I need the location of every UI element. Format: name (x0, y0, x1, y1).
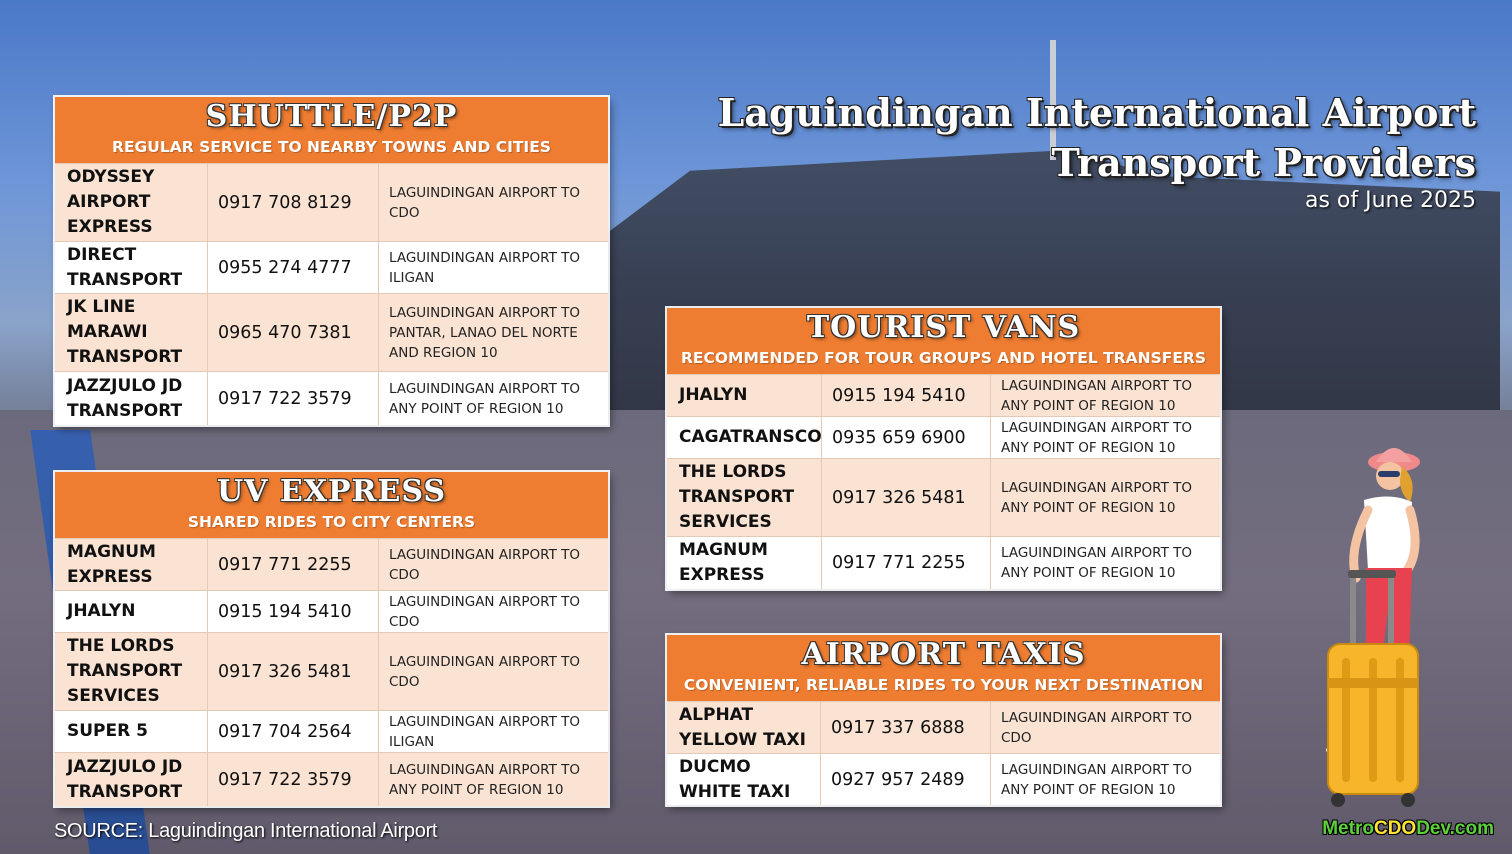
provider-name: ODYSSEY AIRPORT EXPRESS (55, 164, 208, 241)
provider-phone: 0917 326 5481 (822, 459, 991, 536)
provider-phone: 0915 194 5410 (822, 375, 991, 416)
tourist-vans-title: TOURIST VANS (806, 310, 1081, 345)
table-row (55, 632, 608, 710)
airport-taxis-subtitle: CONVENIENT, RELIABLE RIDES TO YOUR NEXT DESTINATION (683, 676, 1204, 694)
provider-name: SUPER 5 (55, 711, 208, 752)
provider-route: LAGUINDINGAN AIRPORT TO ANY POINT OF REGION 10 (1001, 419, 1192, 456)
provider-name: MAGNUM EXPRESS (667, 537, 822, 589)
table-row (55, 752, 608, 806)
brand-part-dev: Dev.com (1416, 818, 1494, 839)
provider-phone: 0917 326 5481 (208, 633, 379, 710)
provider-route: LAGUINDINGAN AIRPORT TO ANY POINT OF REGION 10 (1001, 545, 1192, 581)
provider-phone: 0927 957 2489 (821, 754, 991, 805)
provider-route: LAGUINDINGAN AIRPORT TO ANY POINT OF REGION 10 (389, 380, 580, 417)
uv-express-table (55, 538, 608, 806)
tourist-vans-subtitle: RECOMMENDED FOR TOUR GROUPS AND HOTEL TRANSFERS (680, 349, 1207, 367)
uv-express-title: UV EXPRESS (216, 474, 447, 509)
table-row (55, 371, 608, 425)
table-row (667, 374, 1220, 416)
uv-express-header (55, 472, 608, 538)
table-row (55, 241, 608, 293)
provider-name: THE LORDS TRANSPORT SERVICES (667, 459, 822, 536)
page-title-line1: Laguindingan International Airport (717, 90, 1476, 135)
tourist-vans-header (667, 308, 1220, 374)
provider-name: CAGATRANSCO (667, 417, 822, 458)
brand-part-cdo: CDO (1373, 818, 1417, 839)
provider-name: JHALYN (55, 591, 208, 632)
provider-phone: 0917 704 2564 (208, 711, 379, 752)
airport-taxis-header (667, 635, 1220, 701)
provider-route: LAGUINDINGAN AIRPORT TO CDO (389, 546, 580, 583)
table-row (55, 163, 608, 241)
provider-name: DIRECT TRANSPORT (55, 242, 208, 293)
table-row (667, 701, 1220, 753)
shuttle-subtitle: REGULAR SERVICE TO NEARBY TOWNS AND CITIES (112, 138, 551, 156)
provider-name: DUCMO WHITE TAXI (667, 754, 821, 805)
table-row (667, 753, 1220, 805)
provider-name: JK LINE MARAWI TRANSPORT (55, 294, 208, 371)
page-title (656, 88, 1476, 188)
provider-route: LAGUINDINGAN AIRPORT TO PANTAR, LANAO DEL NORTE AND REGION 10 (389, 304, 580, 361)
provider-name: ALPHAT YELLOW TAXI (667, 702, 821, 753)
provider-route: LAGUINDINGAN AIRPORT TO CDO (389, 653, 580, 690)
page-title-line2: Transport Providers (1051, 140, 1476, 185)
provider-route: LAGUINDINGAN AIRPORT TO ANY POINT OF REGION 10 (1001, 761, 1192, 798)
provider-phone: 0917 708 8129 (208, 164, 379, 241)
tourist-vans-panel (667, 308, 1220, 589)
provider-route: LAGUINDINGAN AIRPORT TO ILIGAN (389, 249, 580, 286)
brand-watermark (1322, 818, 1494, 840)
provider-phone: 0917 771 2255 (208, 539, 379, 590)
uv-express-subtitle: SHARED RIDES TO CITY CENTERS (187, 513, 476, 531)
table-row (55, 710, 608, 752)
provider-route: LAGUINDINGAN AIRPORT TO CDO (389, 593, 580, 630)
provider-phone: 0935 659 6900 (822, 417, 991, 458)
traveler-illustration (1272, 440, 1472, 820)
table-row (55, 293, 608, 371)
provider-name: JAZZJULO JD TRANSPORT (55, 753, 208, 806)
provider-phone: 0917 722 3579 (208, 753, 379, 806)
shuttle-title: SHUTTLE/P2P (205, 99, 458, 134)
provider-phone: 0955 274 4777 (208, 242, 379, 293)
airport-taxis-table (667, 701, 1220, 805)
provider-name: THE LORDS TRANSPORT SERVICES (55, 633, 208, 710)
shuttle-table (55, 163, 608, 425)
provider-phone: 0917 337 6888 (821, 702, 991, 753)
provider-phone: 0917 722 3579 (208, 372, 379, 425)
provider-phone: 0965 470 7381 (208, 294, 379, 371)
table-row (667, 458, 1220, 536)
as-of-date: as of June 2025 (1304, 188, 1476, 213)
airport-taxis-title: AIRPORT TAXIS (801, 637, 1086, 672)
provider-name: MAGNUM EXPRESS (55, 539, 208, 590)
provider-route: LAGUINDINGAN AIRPORT TO ANY POINT OF REGION 10 (1001, 479, 1192, 516)
table-row (667, 536, 1220, 589)
airport-taxis-panel (667, 635, 1220, 805)
uv-express-panel (55, 472, 608, 806)
provider-route: LAGUINDINGAN AIRPORT TO CDO (1001, 709, 1192, 746)
provider-route: LAGUINDINGAN AIRPORT TO ILIGAN (389, 713, 580, 750)
provider-name: JHALYN (667, 375, 822, 416)
tourist-vans-table (667, 374, 1220, 589)
shuttle-panel (55, 97, 608, 425)
provider-name: JAZZJULO JD TRANSPORT (55, 372, 208, 425)
provider-route: LAGUINDINGAN AIRPORT TO CDO (389, 184, 580, 221)
provider-route: LAGUINDINGAN AIRPORT TO ANY POINT OF REGION 10 (1001, 377, 1192, 414)
table-row (55, 538, 608, 590)
table-row (55, 590, 608, 632)
provider-phone: 0915 194 5410 (208, 591, 379, 632)
brand-part-metro: Metro (1322, 818, 1374, 839)
table-row (667, 416, 1220, 458)
source-note: SOURCE: Laguindingan International Airport (54, 820, 438, 842)
shuttle-header (55, 97, 608, 163)
provider-route: LAGUINDINGAN AIRPORT TO ANY POINT OF REGION 10 (389, 761, 580, 798)
provider-phone: 0917 771 2255 (822, 537, 991, 589)
